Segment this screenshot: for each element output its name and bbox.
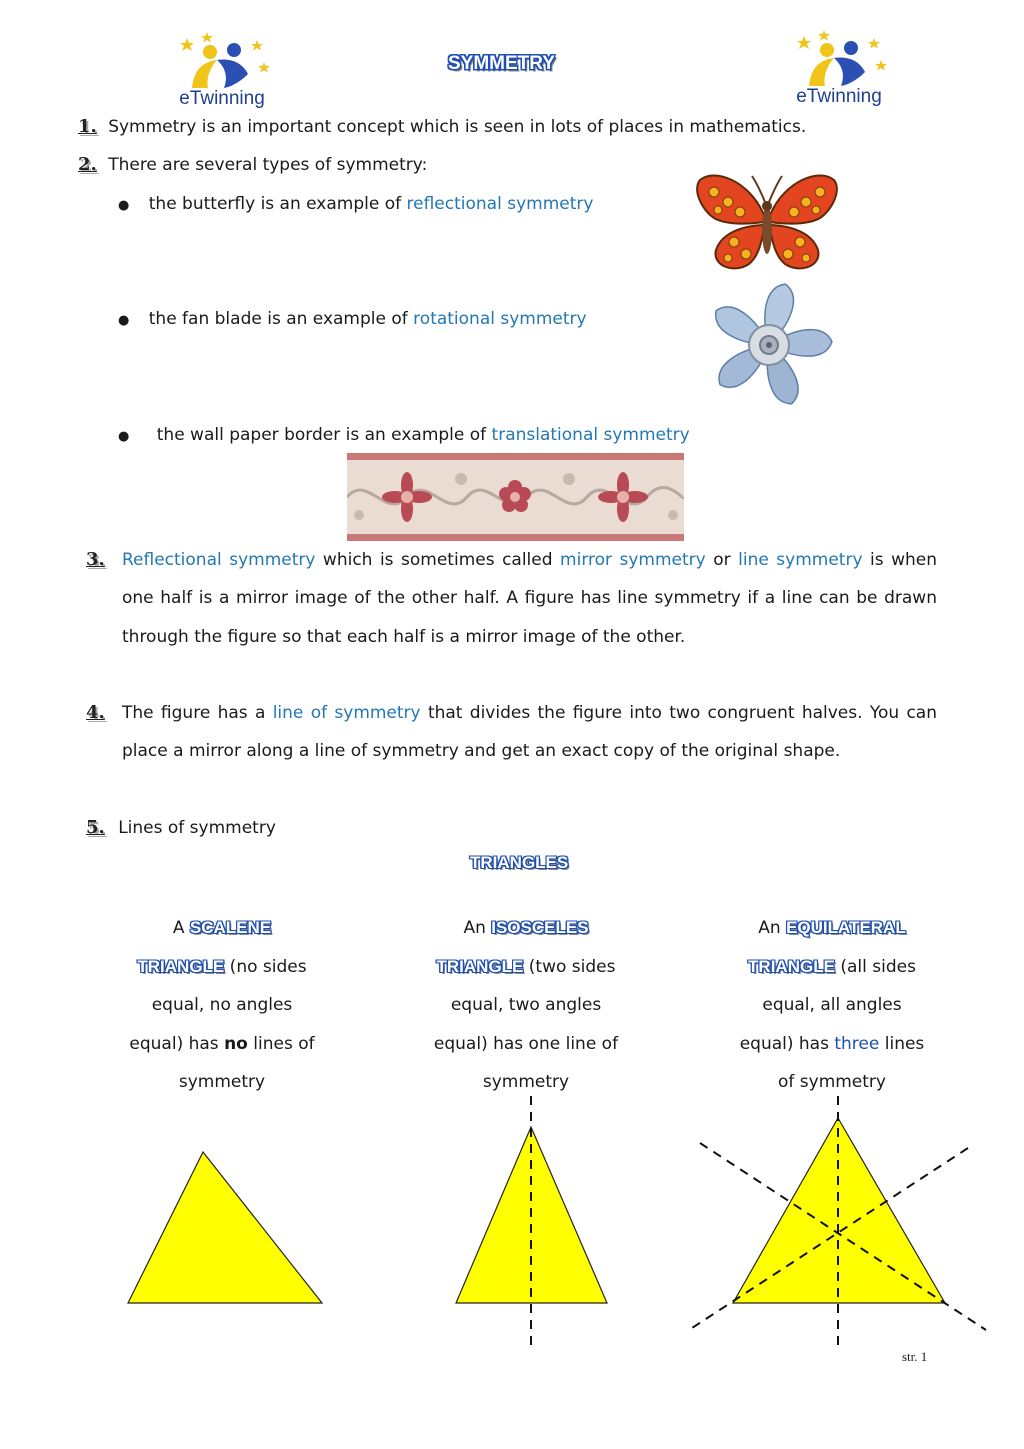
etwinning-logo-left <box>162 30 282 110</box>
etwinning-logo-right <box>779 28 899 108</box>
item-text: Symmetry is an important concept which is seen in lots of places in mathematics. <box>108 117 807 137</box>
term-line-of-symmetry: line of symmetry <box>272 703 421 723</box>
fan-blade-image <box>694 280 844 410</box>
item-number: 2. <box>78 154 97 175</box>
text-segment: The figure has a <box>122 703 273 723</box>
bullet-icon: ● <box>118 429 130 444</box>
text-segment: A <box>172 918 190 938</box>
page-number: str. 1 <box>902 1349 928 1364</box>
emphasis-no: no <box>224 1033 248 1054</box>
scalene-description <box>112 909 332 1102</box>
bullet-rotational <box>118 300 587 340</box>
wallpaper-border-image <box>347 453 684 541</box>
bullet-text: the butterfly is an example of <box>148 194 407 214</box>
text-segment: of symmetry <box>777 1072 886 1092</box>
text-segment: or <box>705 550 739 570</box>
logo-text: eTwinning <box>179 88 265 109</box>
text-segment: lines of <box>247 1033 315 1054</box>
triangle-label: TRIANGLE <box>137 956 225 976</box>
logo-text: eTwinning <box>796 86 882 107</box>
item-number: 5. <box>86 817 105 838</box>
text-segment: An <box>758 918 787 938</box>
equilateral-description <box>722 909 942 1102</box>
text-segment: equal, all angles <box>762 995 902 1015</box>
bullet-icon: ● <box>118 198 130 213</box>
text-segment: (no sides <box>224 956 307 977</box>
bullet-text: the fan blade is an example of <box>148 309 414 329</box>
isosceles-description <box>416 909 636 1102</box>
text-segment: that divides the figure into two congruent halves. You can place a mirror along a line of symmetry and get an exact copy of the original shape. <box>122 703 937 762</box>
text-segment: symmetry <box>178 1072 266 1092</box>
item-text: There are several types of symmetry: <box>108 155 428 175</box>
text-segment: equal, two angles <box>450 995 602 1015</box>
list-item-3 <box>86 541 937 656</box>
scalene-label: SCALENE <box>189 918 272 937</box>
isosceles-label: ISOSCELES <box>491 918 589 937</box>
list-item-1 <box>78 108 806 146</box>
triangle-label: TRIANGLE <box>748 956 835 976</box>
text-segment: equal) has <box>129 1033 225 1054</box>
term-mirror-symmetry: mirror symmetry <box>560 550 706 570</box>
term-line-symmetry: line symmetry <box>738 550 863 570</box>
page-title: SYMMETRY <box>448 53 555 74</box>
term-reflectional-symmetry: Reflectional symmetry <box>122 550 316 570</box>
text-segment: (two sides <box>523 956 616 977</box>
text-segment: (all sides <box>834 956 916 977</box>
bullet-reflectional <box>118 185 593 225</box>
emphasis-three: three <box>834 1033 880 1054</box>
bullet-text: the wall paper border is an example of <box>156 425 492 445</box>
text-segment: is when one half is a mirror image of the other half. A figure has line symmetry if a line can be drawn through the figure so that each half is a mirror image of the other. <box>122 550 937 647</box>
list-item-2 <box>78 146 427 184</box>
butterfly-image <box>694 170 840 276</box>
text-segment: lines <box>879 1033 925 1054</box>
triangle-diagrams <box>0 1090 1024 1370</box>
item-number: 3. <box>86 549 105 570</box>
list-item-4 <box>86 694 937 771</box>
item-text: Lines of symmetry <box>118 818 276 838</box>
equilateral-label: EQUILATERAL <box>786 918 906 937</box>
item-number: 1. <box>78 116 97 137</box>
text-segment: symmetry <box>482 1072 570 1092</box>
term-rotational: rotational symmetry <box>413 309 587 329</box>
triangles-heading: TRIANGLES <box>470 853 569 872</box>
term-translational: translational symmetry <box>491 425 690 445</box>
text-segment: An <box>463 918 492 938</box>
text-segment: equal) has one line of <box>433 1033 619 1054</box>
text-segment: equal) has <box>739 1033 835 1054</box>
item-text <box>122 541 937 656</box>
list-item-5 <box>86 809 276 847</box>
term-reflectional: reflectional symmetry <box>406 194 594 214</box>
etwinning-figures-icon <box>779 28 899 88</box>
triangle-label: TRIANGLE <box>436 956 524 976</box>
item-number: 4. <box>86 702 105 723</box>
etwinning-figures-icon <box>162 30 282 90</box>
text-segment: which is sometimes called <box>315 550 561 570</box>
bullet-icon: ● <box>118 313 130 328</box>
scalene-triangle <box>128 1152 322 1303</box>
text-segment: equal, no angles <box>151 995 293 1015</box>
bullet-translational <box>118 416 690 456</box>
item-text <box>122 694 937 771</box>
